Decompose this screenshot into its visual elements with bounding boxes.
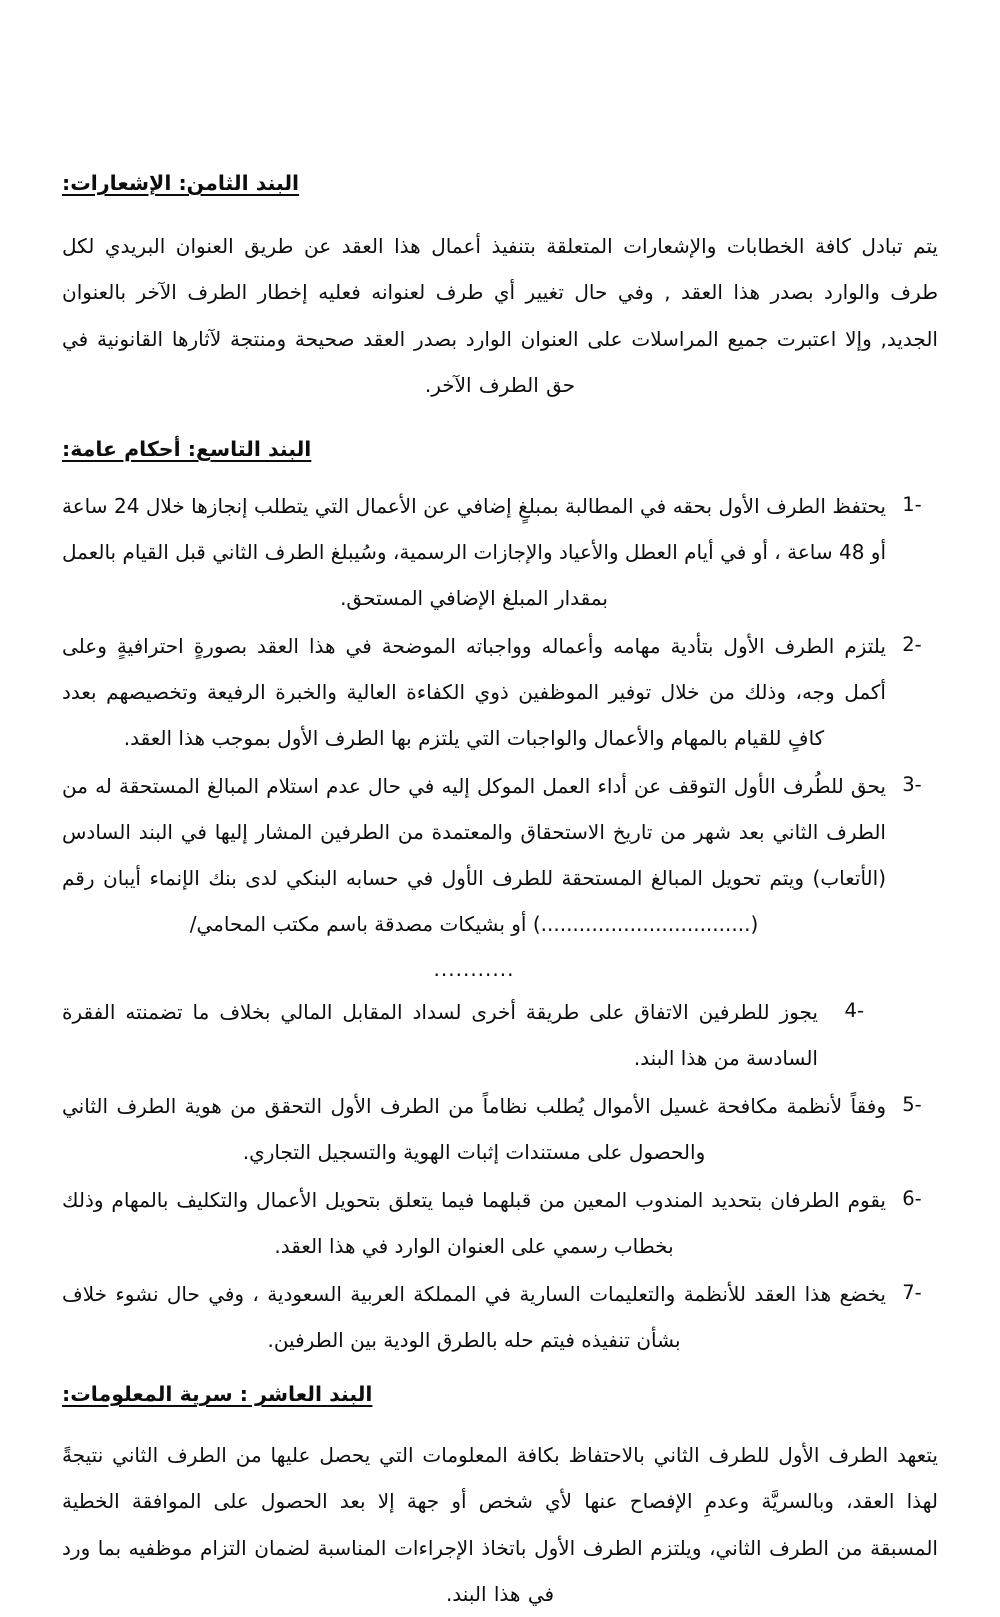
blank-dots-line: ........... — [433, 957, 515, 982]
list-item-text: يخضع هذا العقد للأنظمة والتعليمات السارية في المملكة العربية السعودية ، وفي حال نشوء خلاف بشأن تنفيذه فيتم حله بالطرق الودية بين الطرفين. — [62, 1282, 886, 1353]
list-item-number: 7- — [902, 1281, 922, 1305]
list-item-number: 2- — [902, 633, 922, 657]
list-item — [62, 763, 938, 947]
clause-nine-heading — [62, 434, 938, 465]
list-item — [62, 623, 938, 761]
list-item — [62, 483, 938, 621]
list-item-text: يقوم الطرفان بتحديد المندوب المعين من قبلهما فيما يتعلق بتحويل الأعمال والتكليف بالمهام وذلك بخطاب رسمي على العنوان الوارد في هذا العقد. — [62, 1188, 886, 1259]
clause-eight-heading-text: البند الثامن: الإشعارات: — [62, 171, 300, 195]
list-item-number: 1- — [902, 493, 922, 517]
clause-ten-heading-text: البند العاشر : سرية المعلومات: — [62, 1382, 373, 1407]
list-item-text: يحتفظ الطرف الأول بحقه في المطالبة بمبلغٍ إضافي عن الأعمال التي يتطلب إنجازها خلال 24 ساعة أو 48 ساعة ، أو في أيام العطل والأعياد والإجازات الرسمية، وسُيبلغ الطرف الثاني قبل القيام بالعمل بمقدار المبلغ الإضافي المستحق. — [62, 494, 886, 611]
spacer — [62, 1365, 938, 1379]
list-item — [62, 1177, 938, 1269]
list-item-number: 3- — [902, 773, 922, 797]
list-item-text: وفقاً لأنظمة مكافحة غسيل الأموال يُطلب نظاماً من الطرف الأول التحقق من هوية الطرف الثاني والحصول على مستندات إثبات الهوية والتسجيل التجاري. — [62, 1094, 886, 1165]
spacer — [62, 1410, 938, 1432]
list-item — [62, 1083, 938, 1175]
list-item-text: يحق للطُرف الأول التوقف عن أداء العمل الموكل إليه في حال عدم استلام المبالغ المستحقة له من الطرف الثاني بعد شهر من تاريخ الاستحقاق والمعتمدة من الطرفين المشار إليها في البند السادس (الأتعاب) ويتم تحويل المبالغ المستحقة للطرف الأول في حسابه البنكي لدى بنك الإنماء أيبان رقم (.................................) أو بشيكات مصدقة باسم مكتب المحامي/ — [62, 774, 886, 937]
spacer — [62, 199, 938, 223]
list-item-text: يجوز للطرفين الاتفاق على طريقة أخرى لسداد المقابل المالي بخلاف ما تضمنته الفقرة السادسة من هذا البند. — [62, 1000, 818, 1071]
list-item-number: 6- — [902, 1187, 922, 1211]
spacer — [62, 465, 938, 483]
clause-eight-paragraph: يتم تبادل كافة الخطابات والإشعارات المتعلقة بتنفيذ أعمال هذا العقد عن طريق العنوان البريدي لكل طرف والوارد بصدر هذا العقد , وفي حال تغيير أي طرف لعنوانه فعليه إخطار الطرف الآخر بالعنوان الجديد, وإلا اعتبرت جميع المراسلات على العنوان الوارد بصدر العقد صحيحة ومنتجة لآثارها القانونية في حق الطرف الآخر. — [62, 233, 938, 397]
list-item-text: يلتزم الطرف الأول بتأدية مهامه وأعماله وواجباته الموضحة في هذا العقد بصورةٍ احترافيةٍ وعلى أكمل وجه، وذلك من خلال توفير الموظفين ذوي الكفاءة العالية والخبرة الرفيعة وتخصيصهم بعدد كافٍ للقيام بالمهام والأعمال والواجبات التي يلتزم بها الطرف الأول بموجب هذا العقد. — [62, 634, 886, 751]
list-item — [62, 989, 938, 1081]
document-body — [62, 168, 938, 1617]
clause-nine-list — [62, 483, 938, 1363]
list-item-number: 4- — [844, 999, 864, 1023]
clause-ten-heading — [62, 1379, 938, 1410]
list-item — [62, 1271, 938, 1363]
clause-ten-paragraph: يتعهد الطرف الأول للطرف الثاني بالاحتفاظ بكافة المعلومات التي يحصل عليها من الطرف الثاني نتيجةً لهذا العقد، وبالسريَّة وعدمِ الإفصاح عنها لأي شخص أو جهة إلا بعد الحصول على الموافقة الخطية المسبقة من الطرف الثاني، ويلتزم الطرف الأول باتخاذ الإجراءات المناسبة لضمان التزام موظفيه بما ورد في هذا البند. — [62, 1442, 938, 1606]
list-item-continuation — [62, 949, 938, 989]
spacer — [62, 408, 938, 434]
clause-eight-heading — [62, 168, 938, 199]
clause-nine-heading-text: البند التاسع: أحكام عامة: — [62, 437, 312, 462]
list-item-number: 5- — [902, 1093, 922, 1117]
